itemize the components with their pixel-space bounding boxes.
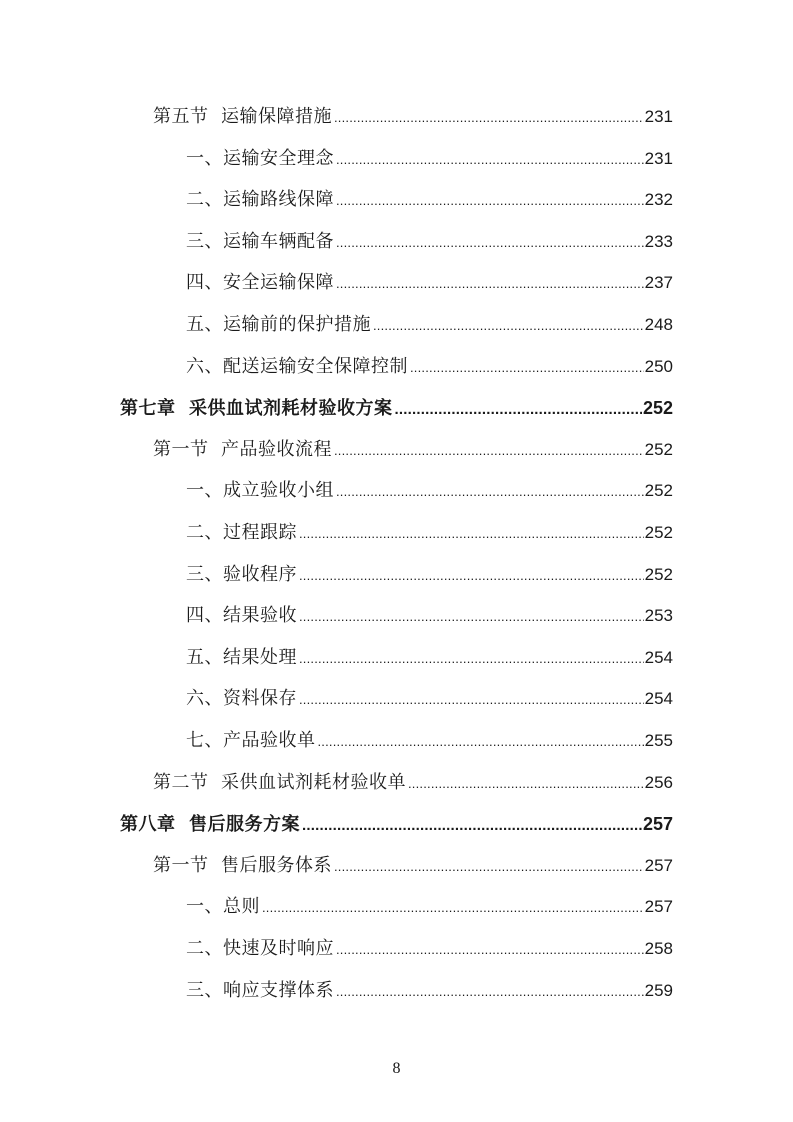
toc-dot-leader: [299, 644, 644, 674]
toc-entry-page: 252: [644, 523, 673, 542]
toc-entry-page: 252: [644, 440, 673, 459]
toc-entry[interactable]: [186, 227, 673, 257]
toc-entry-number: 第一节: [153, 855, 221, 876]
toc-entry-number: 六、: [186, 356, 223, 377]
toc-dot-leader: [299, 519, 644, 549]
toc-entry-number: 三、: [186, 231, 223, 252]
toc-dot-leader: [262, 893, 644, 923]
toc-entry-page: 254: [644, 689, 673, 708]
toc-dot-leader: [336, 977, 644, 1007]
toc-entry-page: 252: [642, 398, 673, 418]
toc-entry-title: 成立验收小组: [223, 480, 334, 501]
toc-dot-leader: [373, 311, 644, 341]
toc-entry-page: 257: [644, 856, 673, 875]
toc-entry-number: 三、: [186, 980, 223, 1001]
toc-dot-leader: [334, 436, 644, 466]
toc-entry-number: 三、: [186, 564, 223, 585]
toc-entry-title: 售后服务体系: [220, 855, 332, 876]
toc-entry-title: 快速及时响应: [223, 938, 334, 959]
toc-dot-leader: [336, 935, 644, 965]
toc-entry[interactable]: [186, 726, 673, 756]
toc-entry-page: 231: [644, 107, 673, 126]
toc-dot-leader: [336, 269, 644, 299]
toc-entry-number: 第八章: [120, 814, 190, 835]
toc-entry-title: 运输保障措施: [220, 106, 332, 127]
toc-entry-page: 258: [644, 939, 673, 958]
toc-entry-page: 256: [644, 773, 673, 792]
toc-entry-page: 257: [644, 897, 673, 916]
toc-entry-title: 总则: [223, 896, 260, 917]
toc-entry-page: 255: [644, 731, 673, 750]
toc-entry-title: 产品验收单: [223, 730, 316, 751]
toc-dot-leader: [299, 602, 644, 632]
toc-entry[interactable]: [186, 976, 673, 1006]
toc-entry-number: 七、: [186, 730, 223, 751]
toc-entry-title: 产品验收流程: [220, 439, 332, 460]
toc-entry-title: 过程跟踪: [223, 522, 297, 543]
toc-entry-title: 运输前的保护措施: [223, 314, 371, 335]
toc-entry-title: 售后服务方案: [189, 814, 301, 835]
toc-entry-title: 运输安全理念: [223, 148, 334, 169]
toc-entry-title: 采供血试剂耗材验收方案: [189, 398, 393, 419]
toc-dot-leader: [410, 353, 644, 383]
toc-entry[interactable]: [153, 435, 673, 465]
toc-entry-title: 响应支撑体系: [223, 980, 334, 1001]
toc-entry[interactable]: [153, 768, 673, 798]
toc-entry-number: 第一节: [153, 439, 221, 460]
toc-entry-number: 二、: [186, 189, 223, 210]
toc-entry-title: 验收程序: [223, 564, 297, 585]
toc-entry[interactable]: [186, 268, 673, 298]
toc-dot-leader: [395, 395, 642, 425]
toc-entry-page: 252: [644, 565, 673, 584]
toc-entry-number: 五、: [186, 647, 223, 668]
toc-entry[interactable]: [186, 601, 673, 631]
toc-entry[interactable]: [153, 851, 673, 881]
toc-entry-number: 第五节: [153, 106, 221, 127]
toc-entry-title: 配送运输安全保障控制: [223, 356, 408, 377]
toc-entry[interactable]: [186, 684, 673, 714]
toc-entry[interactable]: [186, 518, 673, 548]
toc-entry-title: 采供血试剂耗材验收单: [220, 772, 406, 793]
toc-entry-page: 248: [644, 315, 673, 334]
toc-entry-title: 运输车辆配备: [223, 231, 334, 252]
toc-entry-page: 237: [644, 273, 673, 292]
toc-entry-page: 254: [644, 648, 673, 667]
toc-entry-number: 五、: [186, 314, 223, 335]
toc-entry-page: 259: [644, 981, 673, 1000]
toc-entry-page: 232: [644, 190, 673, 209]
toc-entry-title: 安全运输保障: [223, 272, 334, 293]
toc-dot-leader: [299, 561, 644, 591]
toc-entry-title: 结果验收: [223, 605, 297, 626]
toc-dot-leader: [302, 811, 642, 841]
toc-entry-title: 资料保存: [223, 688, 297, 709]
toc-entry-number: 二、: [186, 522, 223, 543]
toc-entry-number: 二、: [186, 938, 223, 959]
toc-entry[interactable]: [153, 102, 673, 132]
toc-dot-leader: [336, 186, 644, 216]
toc-entry[interactable]: [186, 934, 673, 964]
toc-entry[interactable]: [186, 476, 673, 506]
toc-entry[interactable]: [120, 393, 673, 423]
toc-entry[interactable]: [186, 560, 673, 590]
toc-entry[interactable]: [120, 809, 673, 839]
toc-entry-number: 四、: [186, 272, 223, 293]
toc-entry[interactable]: [186, 892, 673, 922]
toc-entry-number: 一、: [186, 896, 223, 917]
toc-dot-leader: [299, 685, 644, 715]
toc-entry-number: 第七章: [120, 398, 190, 419]
toc-dot-leader: [336, 145, 644, 175]
toc-entry-page: 250: [644, 357, 673, 376]
toc-entry-number: 四、: [186, 605, 223, 626]
toc-entry-number: 一、: [186, 148, 223, 169]
toc-entry-number: 六、: [186, 688, 223, 709]
toc-entry-page: 233: [644, 232, 673, 251]
toc-entry[interactable]: [186, 352, 673, 382]
page-number: 8: [392, 1060, 401, 1077]
toc-entry-page: 253: [644, 606, 673, 625]
toc-entry-page: 252: [644, 481, 673, 500]
toc-dot-leader: [318, 727, 644, 757]
toc-entry-title: 运输路线保障: [223, 189, 334, 210]
toc-entry[interactable]: [186, 310, 673, 340]
toc-dot-leader: [336, 477, 644, 507]
toc-entry-number: 一、: [186, 480, 223, 501]
toc-dot-leader: [334, 852, 644, 882]
toc-dot-leader: [334, 103, 644, 133]
toc-dot-leader: [336, 228, 644, 258]
toc-entry-page: 257: [642, 814, 673, 834]
toc-entry[interactable]: [186, 643, 673, 673]
toc-entry[interactable]: [186, 144, 673, 174]
toc-entry-number: 第二节: [153, 772, 221, 793]
toc-dot-leader: [408, 769, 644, 799]
toc-entry-title: 结果处理: [223, 647, 297, 668]
toc-entry-page: 231: [644, 149, 673, 168]
toc-entry[interactable]: [186, 185, 673, 215]
